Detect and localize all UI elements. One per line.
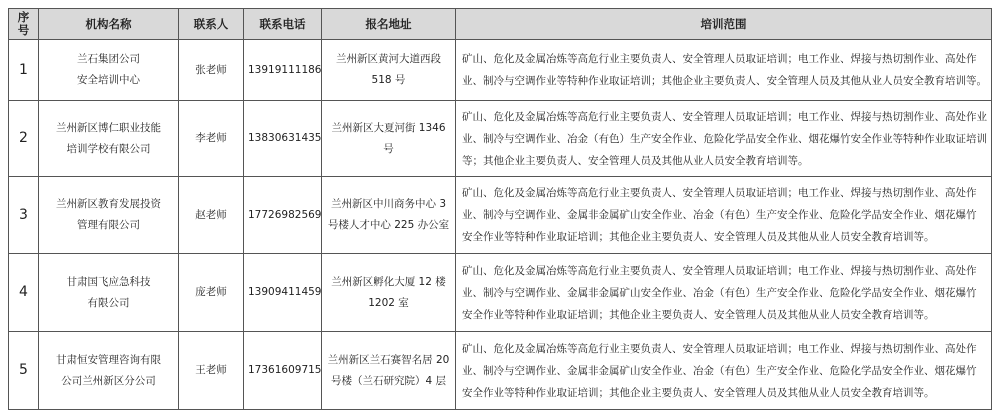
table-row <box>9 177 992 254</box>
row-index: 1 <box>9 40 39 101</box>
org-name <box>39 254 179 332</box>
address <box>322 332 456 410</box>
org-name-line: 公司兰州新区分公司 <box>61 374 156 387</box>
scope-line: 矿山、危化及金属冶炼等高危行业主要负责人、安全管理人员取证培训；电工作业、焊接与热切割作业、高处作 <box>462 187 977 199</box>
contact-person: 庞老师 <box>179 254 244 332</box>
scope-line: 矿山、危化及金属冶炼等高危行业主要负责人、安全管理人员取证培训；电工作业、焊接与热切割作业、高处作 <box>462 53 977 65</box>
org-name <box>39 40 179 101</box>
scope-line: 业、制冷与空调作业、冶金（有色）生产安全作业、危险化学品安全作业、烟花爆竹安全作业等特种作业取证培训 <box>462 132 987 145</box>
address <box>322 40 456 101</box>
table-row <box>9 101 992 177</box>
header-org: 机构名称 <box>39 9 179 40</box>
table-row <box>9 254 992 332</box>
header-seq-line2: 号 <box>17 23 30 37</box>
row-index: 4 <box>9 254 39 332</box>
org-name <box>39 101 179 177</box>
training-scope <box>456 254 992 332</box>
org-name-line: 甘肃恒安管理咨询有限 <box>56 353 161 366</box>
table-header-row <box>9 9 992 40</box>
phone-number: 17361609715 <box>244 332 322 410</box>
scope-line: 安全作业等特种作业取证培训；其他企业主要负责人、安全管理人员及其他从业人员安全教育培训等。 <box>462 308 935 321</box>
org-name-line: 管理有限公司 <box>77 219 140 231</box>
org-name-line: 安全培训中心 <box>77 74 140 86</box>
scope-line: 安全作业等特种作业取证培训；其他企业主要负责人、安全管理人员及其他从业人员安全教育培训等。 <box>462 386 935 399</box>
phone-number: 17726982569 <box>244 177 322 254</box>
org-name-line: 有限公司 <box>87 296 130 309</box>
org-name-line: 兰州新区教育发展投资 <box>56 198 161 210</box>
address-line: 兰州新区黄河大道西段 <box>336 53 441 65</box>
address-line: 号楼（兰石研究院）4 层 <box>330 374 447 387</box>
address-line: 518 号 <box>371 74 406 86</box>
address-line: 兰州新区孵化大厦 12 楼 <box>331 275 446 288</box>
scope-line: 等；其他企业主要负责人、安全管理人员及其他从业人员安全教育培训等。 <box>462 154 809 167</box>
address-line: 1202 室 <box>368 296 409 309</box>
scope-line: 矿山、危化及金属冶炼等高危行业主要负责人、安全管理人员取证培训；电工作业、焊接与热切割作业、高处作 <box>462 342 977 355</box>
header-phone: 联系电话 <box>244 9 322 40</box>
row-index: 3 <box>9 177 39 254</box>
address-line: 兰州新区大夏河街 1346 号 <box>331 121 446 155</box>
training-institutions-table-wrapper <box>8 8 992 410</box>
header-scope: 培训范围 <box>456 9 992 40</box>
training-scope <box>456 332 992 410</box>
table-row <box>9 332 992 410</box>
org-name <box>39 177 179 254</box>
header-address: 报名地址 <box>322 9 456 40</box>
address-line: 号楼人才中心 225 办公室 <box>327 219 450 231</box>
contact-person: 王老师 <box>179 332 244 410</box>
address <box>322 101 456 177</box>
contact-person: 张老师 <box>179 40 244 101</box>
phone-number: 13830631435 <box>244 101 322 177</box>
scope-line: 业、制冷与空调作业等特种作业取证培训；其他企业主要负责人、安全管理人员及其他从业人员安全教育培训等。 <box>462 75 987 87</box>
org-name-line: 兰石集团公司 <box>77 53 140 65</box>
org-name-line: 兰州新区博仁职业技能 <box>56 121 161 134</box>
contact-person: 李老师 <box>179 101 244 177</box>
org-name <box>39 332 179 410</box>
contact-person: 赵老师 <box>179 177 244 254</box>
org-name-line: 甘肃国飞应急科技 <box>66 275 151 288</box>
scope-line: 安全作业等特种作业取证培训；其他企业主要负责人、安全管理人员及其他从业人员安全教育培训等。 <box>462 231 935 243</box>
scope-line: 业、制冷与空调作业、金属非金属矿山安全作业、冶金（有色）生产安全作业、危险化学品安全作业、烟花爆竹 <box>462 286 977 299</box>
row-index: 5 <box>9 332 39 410</box>
header-seq-line1: 序 <box>17 10 30 24</box>
training-scope <box>456 101 992 177</box>
phone-number: 13919111186 <box>244 40 322 101</box>
training-scope <box>456 177 992 254</box>
address <box>322 254 456 332</box>
org-name-line: 培训学校有限公司 <box>66 142 151 155</box>
header-contact: 联系人 <box>179 9 244 40</box>
address <box>322 177 456 254</box>
scope-line: 业、制冷与空调作业、金属非金属矿山安全作业、冶金（有色）生产安全作业、危险化学品安全作业、烟花爆竹 <box>462 364 977 377</box>
training-institutions-table <box>8 8 992 410</box>
scope-line: 矿山、危化及金属冶炼等高危行业主要负责人、安全管理人员取证培训；电工作业、焊接与热切割作业、高处作 <box>462 264 977 277</box>
phone-number: 13909411459 <box>244 254 322 332</box>
scope-line: 矿山、危化及金属冶炼等高危行业主要负责人、安全管理人员取证培训；电工作业、焊接与热切割作业、高处作业 <box>462 110 987 123</box>
header-seq <box>9 9 39 40</box>
table-row <box>9 40 992 101</box>
scope-line: 业、制冷与空调作业、金属非金属矿山安全作业、冶金（有色）生产安全作业、危险化学品安全作业、烟花爆竹 <box>462 209 977 221</box>
address-line: 兰州新区兰石赛智名居 20 <box>327 353 450 366</box>
row-index: 2 <box>9 101 39 177</box>
training-scope <box>456 40 992 101</box>
address-line: 兰州新区中川商务中心 3 <box>330 198 447 210</box>
